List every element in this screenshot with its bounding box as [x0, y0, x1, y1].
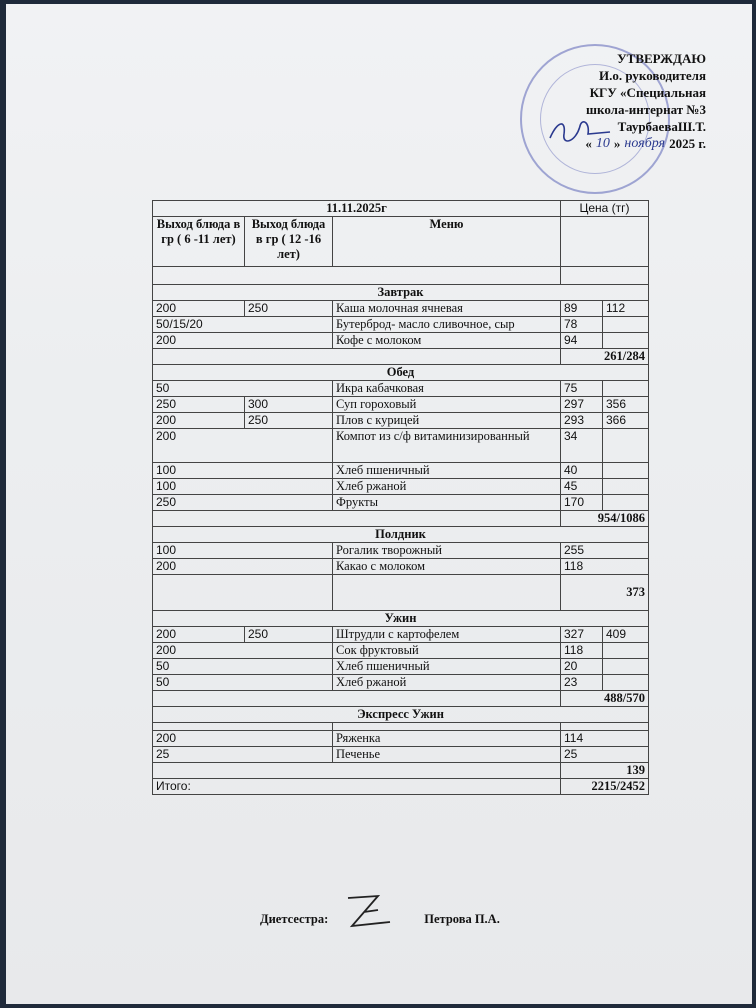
table-header-row: [153, 217, 649, 267]
table-row: 200 250 Каша молочная ячневая 89 112: [153, 301, 649, 317]
approval-position: И.о. руководителя: [598, 68, 706, 83]
table-row: 200 Кофе с молоком 94: [153, 333, 649, 349]
section-snack: Полдник: [153, 527, 649, 543]
express-total-row: [153, 763, 649, 779]
grand-total-row: [153, 779, 649, 795]
table-row: 100 Хлеб ржаной 45: [153, 479, 649, 495]
approval-org-line2: школа-интернат №3: [586, 102, 706, 117]
dietitian-name: Петрова П.А.: [424, 911, 500, 926]
lunch-total-row: [153, 511, 649, 527]
signature-footer: [260, 906, 500, 932]
table-row: [153, 267, 649, 285]
table-row: 200 Сок фруктовый 118: [153, 643, 649, 659]
section-dinner: Ужин: [153, 611, 649, 627]
section-lunch: Обед: [153, 365, 649, 381]
table-date-row: [153, 201, 649, 217]
dietitian-signature: [334, 892, 414, 932]
table-row: 200 Ряженка 114: [153, 731, 649, 747]
table-row: 200 250 Плов с курицей 293 366: [153, 413, 649, 429]
table-row: 100 Рогалик творожный 255: [153, 543, 649, 559]
document-page: [6, 4, 752, 1004]
table-row: 250 300 Суп гороховый 297 356: [153, 397, 649, 413]
table-row: 200 Какао с молоком 118: [153, 559, 649, 575]
snack-total: 373: [561, 575, 649, 611]
lunch-total: 954/1086: [561, 511, 649, 527]
approval-date-month: ноября: [624, 136, 666, 151]
table-row: 100 Хлеб пшеничный 40: [153, 463, 649, 479]
header-yield-6-11: Выход блюда в гр ( 6 -11 лет): [153, 217, 245, 267]
express-total: 139: [561, 763, 649, 779]
table-row: 50/15/20 Бутерброд- масло сливочное, сыр 78: [153, 317, 649, 333]
dinner-total: 488/570: [561, 691, 649, 707]
breakfast-total: 261/284: [561, 349, 649, 365]
snack-total-row: [153, 575, 649, 611]
approval-date: « 10 » ноября 2025 г.: [585, 136, 706, 151]
dietitian-role: Диетсестра:: [260, 911, 329, 926]
approval-block: [506, 50, 706, 152]
approval-date-day: 10: [595, 136, 610, 151]
table-row: [153, 723, 649, 731]
breakfast-total-row: [153, 349, 649, 365]
dinner-total-row: [153, 691, 649, 707]
grand-total: 2215/2452: [561, 779, 649, 795]
approval-date-year: 2025 г.: [669, 136, 706, 151]
menu-table: [152, 200, 649, 795]
table-row: 50 Икра кабачковая 75: [153, 381, 649, 397]
section-breakfast: Завтрак: [153, 285, 649, 301]
table-row: 250 Фрукты 170: [153, 495, 649, 511]
approval-signer: ТаурбаеваШ.Т.: [617, 119, 706, 134]
header-yield-12-16: Выход блюда в гр ( 12 -16 лет): [245, 217, 333, 267]
section-express-dinner: Экспресс Ужин: [153, 707, 649, 723]
table-row: 50 Хлеб пшеничный 20: [153, 659, 649, 675]
header-menu: Меню: [333, 217, 561, 267]
table-row: 200 250 Штрудли с картофелем 327 409: [153, 627, 649, 643]
approval-org-line1: КГУ «Специальная: [589, 85, 706, 100]
table-row: 200 Компот из с/ф витаминизированный 34: [153, 429, 649, 463]
menu-date: 11.11.2025г: [153, 201, 561, 217]
grand-total-label: Итого:: [153, 779, 561, 795]
approval-title: УТВЕРЖДАЮ: [617, 51, 706, 66]
price-header: Цена (тг): [561, 201, 649, 217]
table-row: 25 Печенье 25: [153, 747, 649, 763]
table-row: 50 Хлеб ржаной 23: [153, 675, 649, 691]
